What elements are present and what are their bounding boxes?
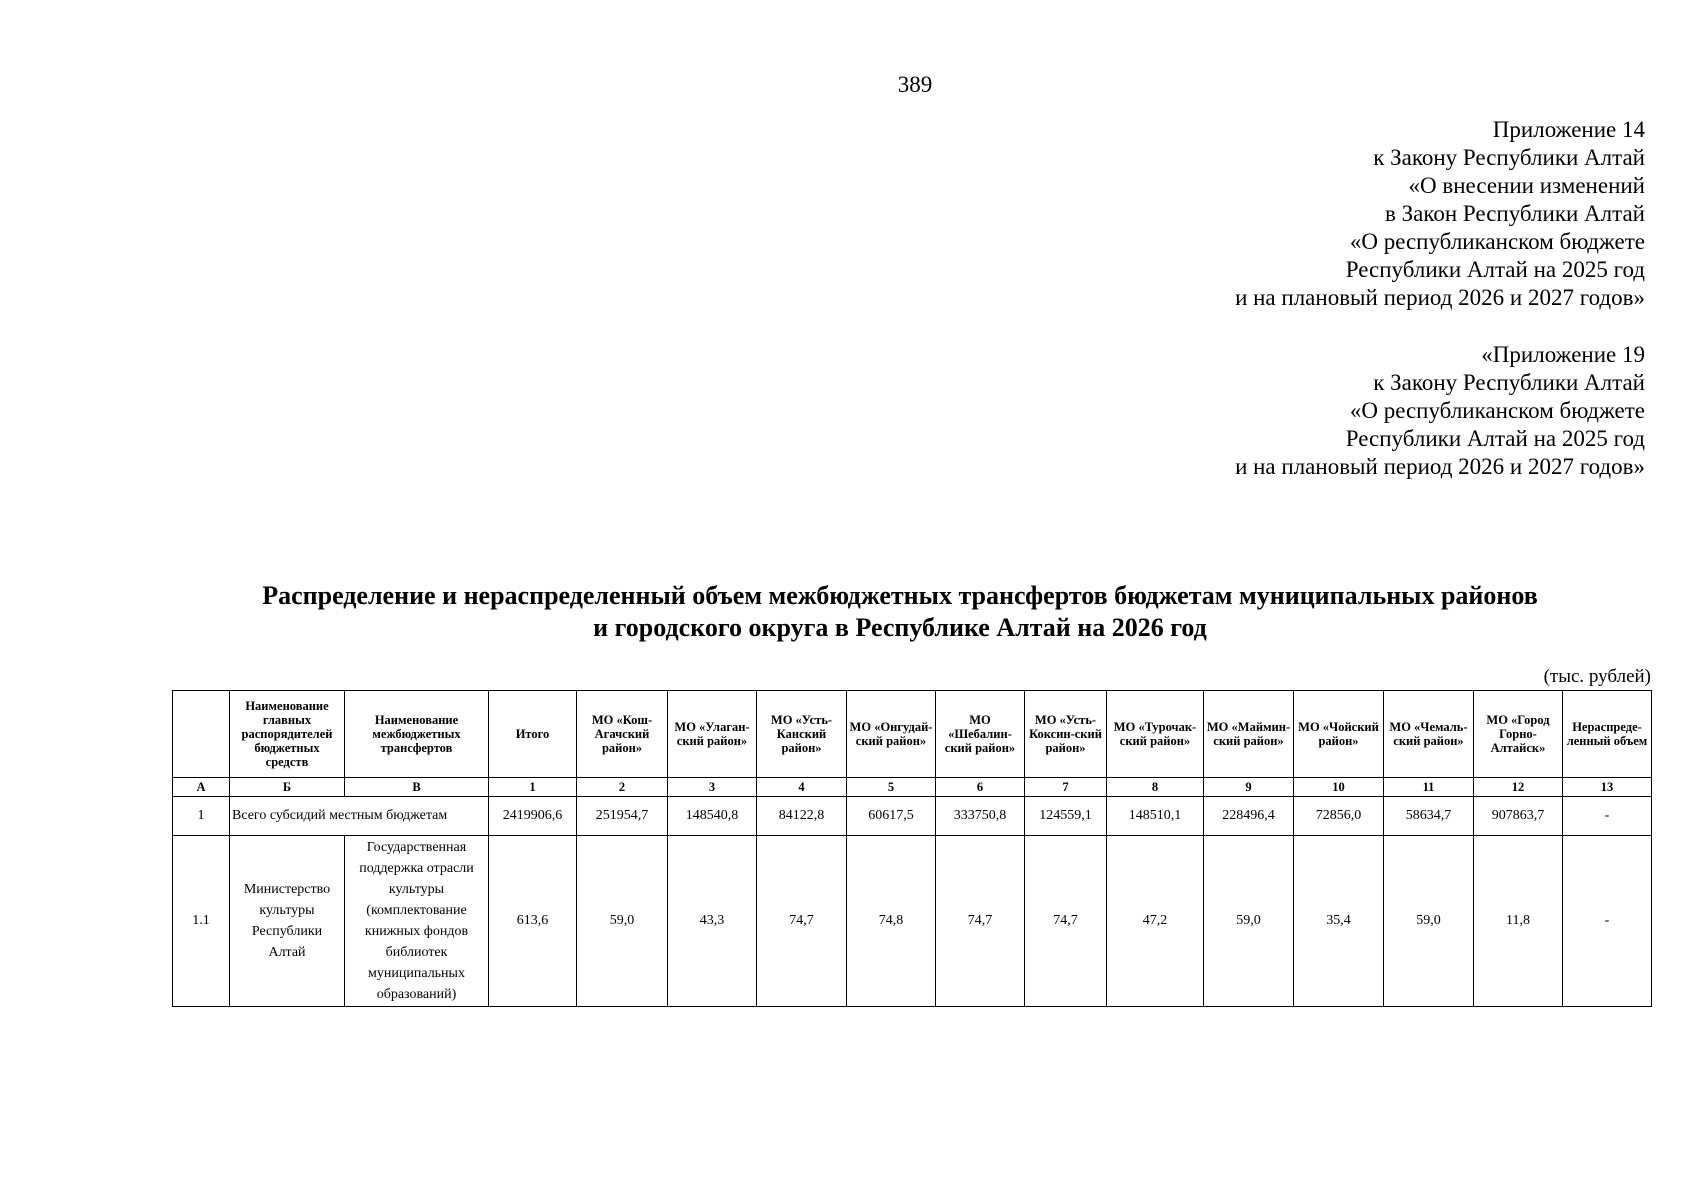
table-cell: 72856,0: [1294, 797, 1384, 836]
annex-line: Республики Алтай на 2025 год: [1345, 426, 1645, 451]
column-code: 1: [489, 778, 577, 797]
column-header: МО «Турочак-ский район»: [1107, 691, 1204, 778]
title-line-1: Распределение и нераспределенный объем межбюджетных трансфертов бюджетам муниципальных районов: [262, 581, 1538, 610]
column-header: МО «Усть-Канский район»: [757, 691, 847, 778]
transfer-name: Государственная поддержка отрасли культуры (комплектование книжных фондов библиотек муниципальных образований): [345, 836, 489, 1007]
table-cell: 59,0: [577, 836, 668, 1007]
column-code: 5: [847, 778, 936, 797]
column-code: 7: [1025, 778, 1107, 797]
column-code: 2: [577, 778, 668, 797]
annex-line: «Приложение 19: [1481, 342, 1645, 367]
column-header: МО «Чойский район»: [1294, 691, 1384, 778]
column-header: МО «Улаган-ский район»: [668, 691, 757, 778]
column-code-row: [173, 778, 1652, 797]
table-cell: 43,3: [668, 836, 757, 1007]
table-cell: 148540,8: [668, 797, 757, 836]
table-cell: 84122,8: [757, 797, 847, 836]
column-header: МО «Чемаль-ский район»: [1384, 691, 1474, 778]
annex-header-current: [1235, 116, 1645, 312]
column-code: В: [345, 778, 489, 797]
table-cell: 47,2: [1107, 836, 1204, 1007]
column-code: 6: [936, 778, 1025, 797]
column-header: МО «Онгудай-ский район»: [847, 691, 936, 778]
annex-line: и на плановый период 2026 и 2027 годов»: [1235, 285, 1645, 310]
column-code: 10: [1294, 778, 1384, 797]
column-header: Нераспреде-ленный объем: [1563, 691, 1652, 778]
transfers-table: [172, 690, 1652, 1007]
title-line-2: и городского округа в Республике Алтай на 2026 год: [593, 613, 1207, 642]
table-cell: 251954,7: [577, 797, 668, 836]
ministry-name: Министерство культуры Республики Алтай: [230, 836, 345, 1007]
table-cell: 333750,8: [936, 797, 1025, 836]
column-code: 12: [1474, 778, 1563, 797]
column-header: Наименование главных распорядителей бюджетных средств: [230, 691, 345, 778]
annex-line: Республики Алтай на 2025 год: [1345, 257, 1645, 282]
table-cell: 907863,7: [1474, 797, 1563, 836]
table-cell: 124559,1: [1025, 797, 1107, 836]
annex-line: «О внесении изменений: [1408, 173, 1645, 198]
table-cell: 58634,7: [1384, 797, 1474, 836]
annex-line: к Закону Республики Алтай: [1373, 370, 1645, 395]
column-header: [173, 691, 230, 778]
table-cell: 60617,5: [847, 797, 936, 836]
table-cell: 74,7: [1025, 836, 1107, 1007]
annex-line: в Закон Республики Алтай: [1385, 201, 1645, 226]
annex-line: и на плановый период 2026 и 2027 годов»: [1235, 454, 1645, 479]
column-code: 13: [1563, 778, 1652, 797]
table-cell: 59,0: [1204, 836, 1294, 1007]
annex-header-original: [1235, 341, 1645, 481]
table-cell: 74,7: [757, 836, 847, 1007]
annex-line: к Закону Республики Алтай: [1373, 145, 1645, 170]
column-code: 4: [757, 778, 847, 797]
units-label: (тыс. рублей): [1543, 666, 1651, 687]
column-header: МО «Усть-Коксин-ский район»: [1025, 691, 1107, 778]
column-code: 8: [1107, 778, 1204, 797]
column-header: МО «Шебалин-ский район»: [936, 691, 1025, 778]
table-row-total: [173, 797, 1652, 836]
annex-line: «О республиканском бюджете: [1349, 398, 1645, 423]
table-cell: 59,0: [1384, 836, 1474, 1007]
table-cell: 148510,1: [1107, 797, 1204, 836]
table-cell: 35,4: [1294, 836, 1384, 1007]
column-header: МО «Город Горно-Алтайск»: [1474, 691, 1563, 778]
page-number: 389: [897, 72, 933, 97]
column-header: Наименование межбюджетных трансфертов: [345, 691, 489, 778]
table-row: [173, 836, 1652, 1007]
column-code: 9: [1204, 778, 1294, 797]
row-name: Всего субсидий местным бюджетам: [230, 797, 489, 836]
table-cell: 74,7: [936, 836, 1025, 1007]
table-cell: 2419906,6: [489, 797, 577, 836]
table-cell: 11,8: [1474, 836, 1563, 1007]
table-cell: 613,6: [489, 836, 577, 1007]
annex-line: «О республиканском бюджете: [1349, 229, 1645, 254]
document-title: [170, 580, 1630, 644]
annex-line: Приложение 14: [1492, 117, 1645, 142]
column-code: А: [173, 778, 230, 797]
column-code: 3: [668, 778, 757, 797]
column-code: 11: [1384, 778, 1474, 797]
column-code: Б: [230, 778, 345, 797]
column-header: МО «Маймин-ский район»: [1204, 691, 1294, 778]
table-cell: 228496,4: [1204, 797, 1294, 836]
table-cell: 74,8: [847, 836, 936, 1007]
table-cell: -: [1563, 797, 1652, 836]
column-header: МО «Кош-Агачский район»: [577, 691, 668, 778]
table-cell: -: [1563, 836, 1652, 1007]
header-row: [173, 691, 1652, 778]
row-number: 1: [173, 797, 230, 836]
row-number: 1.1: [173, 836, 230, 1007]
column-header: Итого: [489, 691, 577, 778]
